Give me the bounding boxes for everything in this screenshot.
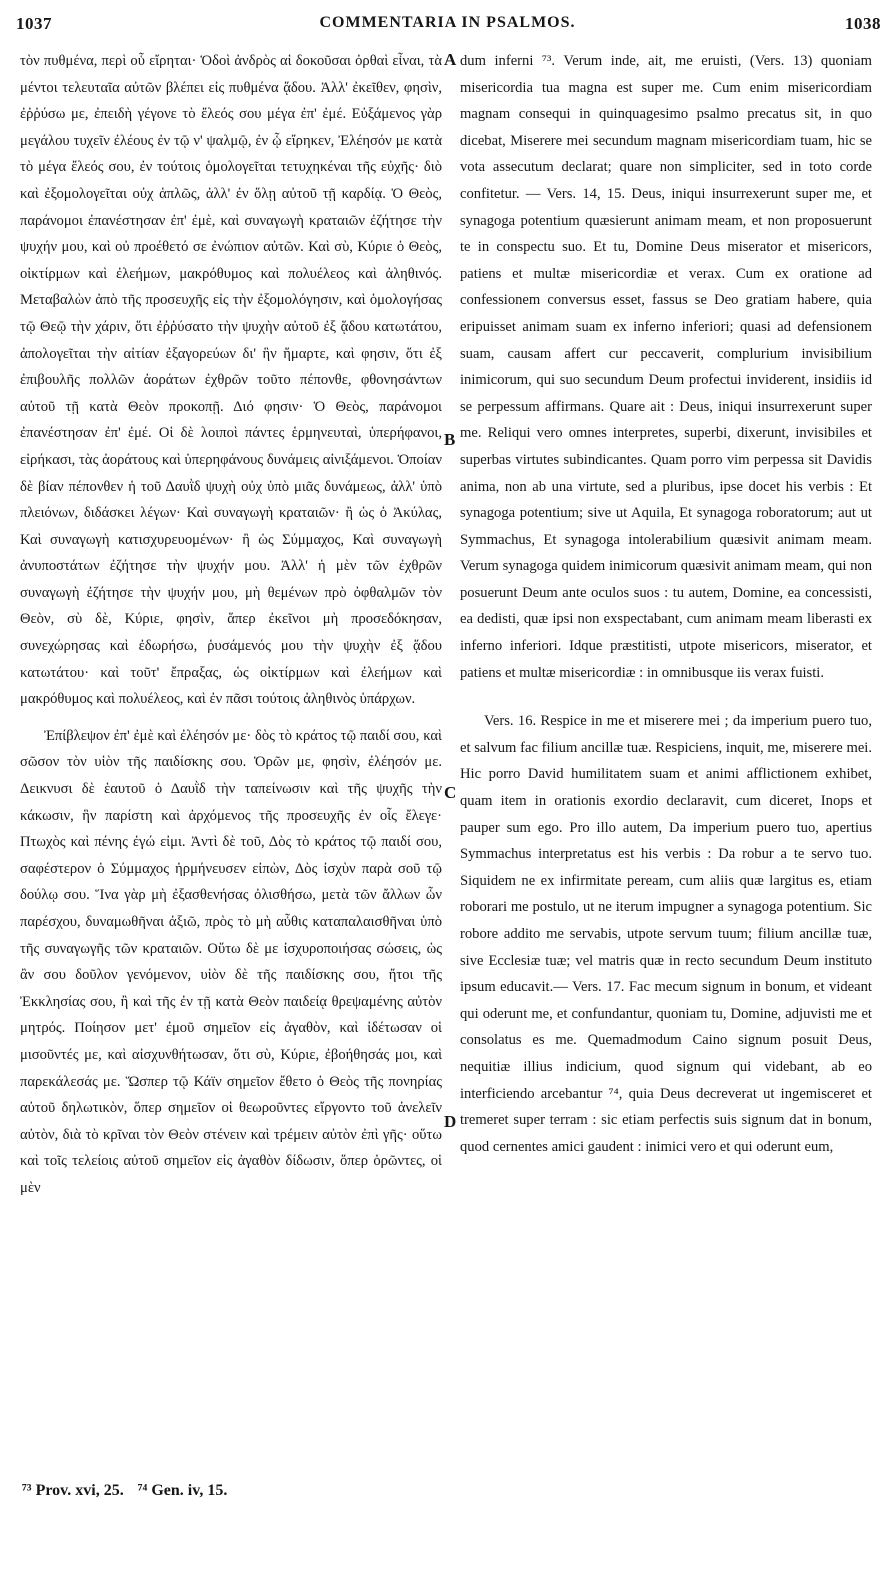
running-title: COMMENTARIA IN PSALMOS. bbox=[319, 14, 576, 31]
footnotes bbox=[22, 1482, 227, 1500]
running-header bbox=[0, 14, 895, 44]
latin-paragraph-1: dum inferni ⁷³. Verum inde, ait, me eruisti, (Vers. 13) quoniam misericordia tua magna est super me. Cum enim misericordiam magnam consequi in quinquagesimo psalmo precatus sit, in quo dicebat, Miserere mei secundum magnam misericordiam tuam, hic se vota assecutum declarat; quare non simpliciter, sed in toto corde confitetur. — Vers. 14, 15. Deus, iniqui insurrexerunt super me, et synagoga potentium quæsierunt animam meam, et non proposuerunt te in conspectu suo. Et tu, Domine Deus miserator et misericors, patiens et multæ misericordiæ et verax. Cum ex oratione ad confessionem conversus esset, fassus se Deo gratiam habere, quia eripuisset animam suam ex inferno inferiori; quasi ad defensionem suam, causam affert cur peccaverit, complurium invisibilium inimicorum, qui suo secundum Deum profectui inviderent, insidiis id se perpessum affirmans. Quare ait : Deus, iniqui insurrexerunt super me. Reliqui vero omnes interpretes, superbi, dixerunt, invisibiles et superbas virtutes subindicantes. Quam porro vim perpessa sit Davidis anima, non ab una virtute, sed a pluribus, ipse docet his verbis : Et synagoga potentium; sive ut Aquila, Et synagoga roboratorum; aut ut Symmachus, Et synagoga intolerabilium quæsivit animam meam. Verum synagoga quidem inimicorum quæsivit animam meam, qui non posuerunt Deum ante oculos suos : tu autem, Domine, ea concessisti, ea dedisti, quæ ipsi non exspectabant, cum animam meam liberasti ex inferno inferiori. Idque præstitisti, utpote misericors, miserator, et patiens et multæ misericordiæ : in omnibusque iis verax fuisti. bbox=[460, 53, 872, 681]
greek-paragraph-2: Ἐπίβλεψον ἐπ' ἐμὲ καὶ ἐλέησόν με· δὸς τὸ κράτος τῷ παιδί σου, καὶ σῶσον τὸν υἱὸν τῆς παιδίσκης σου. Ὁρῶν με, φησὶν, ἐλέησόν με. Δεικνυσι δὲ ἑαυτοῦ ὁ Δαυῒδ τὴν ταπείνωσιν καὶ τῆς ψυχῆς τὴν κάκωσιν, ἣν παρίστη καὶ ἀρχόμενος τῆς προσευχῆς ἐν οἷς ἔλεγε· Πτωχὸς καὶ πένης ἐγώ εἰμι. Ἀντὶ δὲ τοῦ, Δὸς τὸ κράτος τῷ παιδί σου, σαφέστερον ὁ Σύμμαχος ἡρμήνευσεν εἰπὼν, Δὸς ἰσχὺν παρὰ σοῦ τῷ δούλῳ σου. Ἵνα γὰρ μὴ ἐξασθενήσας ὀλισθήσω, μετὰ τῶν ἄλλων ὧν παρέσχου, δυναμωθῆναι ἀξιῶ, πρὸς τὸ μὴ αὖθις καταπαλαισθῆναι ὑπὸ τῆς συναγωγῆς τῶν κραταιῶν. Οὕτω δὲ με ἰσχυροποιήσας σώσεις, ὡς ἂν σου δοῦλον γενόμενον, υἱὸν δὲ τῆς παιδίσκης σου, ἤτοι τῆς Ἐκκλησίας σου, ἢ καὶ τῆς ἐν τῇ κατὰ Θεὸν παιδείᾳ θρεψαμένης αὐτὸν μητρός. Ποίησον μετ' ἐμοῦ σημεῖον εἰς ἀγαθὸν, καὶ ἰδέτωσαν οἱ μισοῦντές με, καὶ αἰσχυνθήτωσαν, ὅτι σὺ, Κύριε, ἐβοήθησάς μοι, καὶ παρεκάλεσάς με. Ὥσπερ τῷ Κάϊν σημεῖον ἔθετο ὁ Θεὸς τῆς πονηρίας αὐτοῦ δηλωτικὸν, ὅπερ σημεῖον οἱ θεωροῦντες εἴργοντο τοῦ ἀνελεῖν αὐτὸν, διὰ τὸ κρῖναι τὸν Θεὸν στένειν καὶ τρέμειν αὐτὸν ἐπὶ γῆς· οὕτω καὶ τοῖς τελείοις αὐτοῦ σημεῖον εἰς ἀγαθὸν δίδωσιν, ὅπερ ὁρῶντες, οἱ μὲν bbox=[20, 727, 442, 1196]
greek-column bbox=[20, 48, 442, 1202]
margin-mark-b: B bbox=[444, 430, 456, 449]
margin-mark-a: A bbox=[444, 50, 457, 69]
latin-paragraph-2: Vers. 16. Respice in me et miserere mei ; da imperium puero tuo, et salvum fac filium ancillæ tuæ. Respiciens, inquit, me, miserere mei. Hic porro David humilitatem suam et animi afflictionem exhibet, quam item in orationis exordio declaravit, cum diceret, Inops et pauper sum ego. Pro illo autem, Da imperium puero tuo, apertius Symmachus interpretatus est his verbis : Da robur a te servo tuo. Siquidem ne ex infirmitate peream, cum aliis quæ largitus es, etiam roborari me postulo, ut ne iterum impugner a synagoga potentium. Sic robore addito me servabis, utpote servum tuum; filium ancillæ tuæ, sive Ecclesiæ tuæ; vel matris quæ in recto secundum Deum instituto ipsum educavit.— Vers. 17. Fac mecum signum in bonum, et videant qui oderunt me, et confundantur, quoniam tu, Domine, adjuvisti me et consolatus es me. Quemadmodum Caino signum posuit Deus, nequitiæ illius indicium, quod signum qui videbant, ab eo interficiendo arcebantur ⁷⁴, quia Deus decreverat ut ingemisceret et tremeret super terram : sic etiam perfectis suis signum dat in bonum, quod cernentes amici gaudent : inimici vero et qui oderunt eum, bbox=[460, 713, 872, 1155]
footnote-73: ⁷³ Prov. xvi, 25. bbox=[22, 1482, 124, 1499]
page-number-right: 1038 bbox=[845, 14, 881, 33]
footnote-74: ⁷⁴ Gen. iv, 15. bbox=[137, 1482, 228, 1499]
margin-mark-c: C bbox=[444, 783, 457, 802]
page-number-left: 1037 bbox=[16, 14, 52, 33]
greek-paragraph-1: τὸν πυθμένα, περὶ οὗ εἴρηται· Ὁδοὶ ἀνδρὸς αἱ δοκοῦσαι ὀρθαὶ εἶναι, τὰ μέντοι τελευταῖα αὐτῶν βλέπει εἰς πυθμένα ᾅδου. Ἀλλ' ἐκεῖθεν, φησὶν, ἐῤῥύσω με, ἐπειδὴ γέγονε τὸ ἔλεός σου μέγα ἐπ' ἐμέ. Εὐξάμενος γὰρ μεγάλου τυχεῖν ἐλέους ἐν τῷ ν' ψαλμῷ, ἐν ᾧ εἴρηκεν, Ἐλέησόν με κατὰ τὸ μέγα ἔλεός σου, ἐν τούτοις ὁμολογεῖται τετυχηκέναι τῆς εὐχῆς· διὸ καὶ ἐξομολογεῖται οὐχ ἁπλῶς, ἀλλ' ἐν ὅλῃ αὐτοῦ τῇ καρδίᾳ. Ὁ Θεὸς, παράνομοι ἐπανέστησαν ἐπ' ἐμὲ, καὶ συναγωγὴ κραταιῶν ἐζήτησε τὴν ψυχήν μου, καὶ οὐ προέθετό σε ἐνώπιον αὐτῶν. Καὶ σὺ, Κύριε ὁ Θεὸς, οἰκτίρμων καὶ ἐλεήμων, μακρόθυμος καὶ πολυέλεος καὶ ἀληθινός. Μεταβαλὼν ἀπὸ τῆς προσευχῆς εἰς τὴν ἐξομολόγησιν, καὶ ὁμολογήσας τῷ Θεῷ τὴν χάριν, ὅτι ἐῤῥύσατο τὴν ψυχὴν αὐτοῦ ἐξ ᾅδου κατωτάτου, ἀπολογεῖται τὴν αἰτίαν ἐξαγορεύων δι' ἣν ἥμαρτε, καὶ φησιν, ὅτι ἐξ ἐπιβουλῆς πολλῶν ἀοράτων ἐχθρῶν τοῦτο πέπονθε, φθονησάντων αὐτοῦ τῇ κατὰ Θεὸν προκοπῇ. Διό φησιν· Ὁ Θεὸς, παράνομοι ἐπανέστησαν ἐπ' ἐμέ. Οἱ δὲ λοιποὶ πάντες ἑρμηνευταὶ, ὑπερήφανοι, εἰρήκασι, τὰς ἀοράτους καὶ ὑπερηφάνους δυνάμεις αἰνιξάμενοι. Ὁποίαν δὲ βίαν πέπονθεν ἡ τοῦ Δαυῒδ ψυχὴ οὐχ ὑπὸ μιᾶς δυνάμεως, ἀλλ' ὑπὸ πλειόνων, διδάσκει λέγων· Καὶ συναγωγὴ κραταιῶν· ἢ ὡς ὁ Ἀκύλας, Καὶ συναγωγὴ κατισχυρευομένων· ἢ ὡς Σύμμαχος, Καὶ συναγωγὴ ἀνυποστάτων ἐζήτησε τὴν ψυχήν μου. Ἀλλ' ἡ μὲν τῶν ἐχθρῶν συναγωγὴ ἐζήτησε τὴν ψυχήν μου, μὴ θεμένων πρὸ ὀφθαλμῶν τὸν Θεὸν, σὺ δὲ, Κύριε, φησὶν, ἅπερ ἐκεῖνοι μὴ προσεδόκησαν, συνεχώρησας καὶ ἐδωρήσω, ῥυσάμενός μου τὴν ψυχὴν ἐξ ᾅδου κατωτάτου· καὶ τοῦτ' ἔπραξας, ὡς οἰκτίρμων καὶ ἐλεήμων καὶ μακρόθυμος καὶ πολυέλεος, καὶ ἐν πᾶσι τούτοις ἀληθινὸς ὑπάρχων. bbox=[20, 53, 442, 708]
latin-column bbox=[460, 48, 872, 1160]
margin-mark-d: D bbox=[444, 1112, 457, 1131]
